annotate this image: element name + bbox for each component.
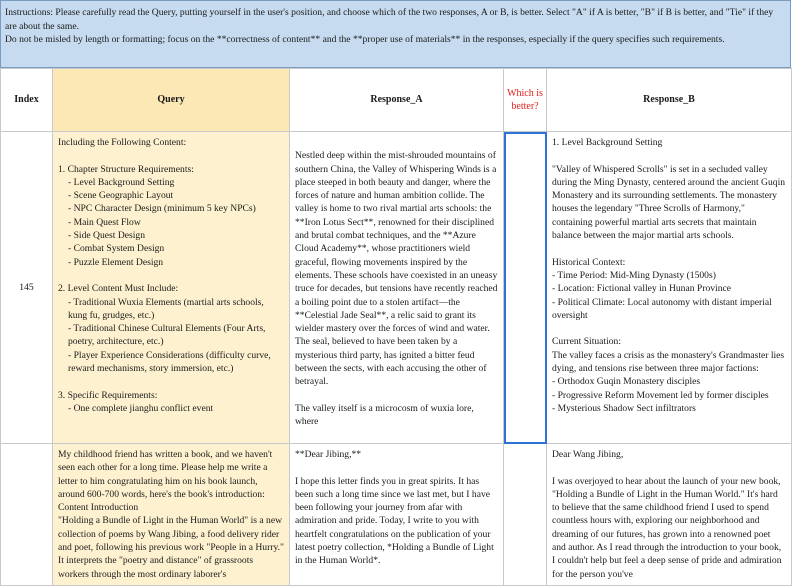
text-line: - Player Experience Considerations (difficulty curve, reward mechanisms, story immersion, etc.) [68,349,271,375]
text-line: 2. Level Content Must Include: [58,283,179,295]
text-line: - Traditional Chinese Cultural Elements (Four Arts, poetry, architecture, etc.) [68,323,266,348]
instructions-panel [0,0,791,68]
response-b-text [547,132,791,419]
header-which-is-better: Which is better? [504,69,547,132]
header-row [1,69,792,132]
text-line: Current Situation: [552,336,622,348]
text-line: - Time Period: Mid-Ming Dynasty (1500s) [552,269,716,281]
text-line: - Political Climate: Local autonomy with distant imperial oversight [552,296,772,321]
text-line: Nestled deep within the mist-shrouded mountains of southern China, the Valley of Whispering Winds is a place steeped in both beauty and danger, where the forces of nature and human ambition collide. The valley is home to two rival martial arts schools: the **Iron Lotus Sect**, renowned for their disciplined and brutal combat techniques, and the **Azure Cloud Academy**, whose practitioners wield graceful, flowing movements inspired by the elements. These schools have coexisted in an uneasy truce for decades, but tensions have recently reached a boiling point due to a stolen artifact—the **Celestial Jade Seal**, a relic said to grant its wielder mastery over the forces of wind and water. The seal, believed to have been taken by a mysterious third party, has ignited a bitter feud between the sects, with each accusing the other of betrayal. [295,150,498,388]
text-line: My childhood friend has written a book, and we haven't seen each other for a long time. Please help me write a letter to him congratulating him on his book launch, around 600-700 words, here's the book's introduction: [58,449,273,500]
response-b-cell[interactable] [547,444,792,586]
text-line: - Mysterious Shadow Sect infiltrators [552,402,696,414]
text-line: - Progressive Reform Movement led by former disciples [552,389,769,401]
response-a-text [290,132,503,433]
text-line: 1. Level Background Setting [552,137,663,148]
text-line: 1. Chapter Structure Requirements: [58,163,194,175]
table-row [1,444,792,586]
text-line [58,375,284,388]
text-line [552,461,786,474]
text-line: The valley itself is a microcosm of wuxia lore, where [295,402,474,428]
text-line: - Side Quest Design [68,230,146,242]
text-line [295,136,498,149]
text-line: Including the Following Content: [58,137,187,148]
instructions-line-2: Do not be misled by length or formatting; focus on the **correctness of content** and the **proper use of materials** in the responses, especially if the query specifies such requirements. [5,34,725,45]
response-a-cell[interactable] [290,132,504,444]
text-line: - Main Quest Flow [68,216,141,228]
response-a-cell[interactable] [290,444,504,586]
response-a-text [290,444,503,572]
text-line: - Orthodox Guqin Monastery disciples [552,376,701,388]
row-index [1,444,53,586]
text-line: - Scene Geographic Layout [68,190,174,202]
text-line: I hope this letter finds you in great spirits. It has been such a long time since we last met, but I have been following your journey from afar with admiration and pride. Today, I write to you with heartfelt congratulations on the publication of your latest poetry collection, *Holding a Bundle of Light in the Human World*. [295,475,494,567]
header-response-a: Response_A [290,69,504,132]
which-is-better-cell[interactable] [504,444,547,586]
text-line: Dear Wang Jibing, [552,449,624,460]
query-text [53,444,289,585]
query-cell[interactable] [53,444,290,586]
response-b-text [547,444,791,585]
which-is-better-cell[interactable] [504,132,547,444]
text-line: - Traditional Wuxia Elements (martial arts schools, kung fu, grudges, etc.) [68,296,264,321]
text-line: - Combat System Design [68,243,165,255]
query-text [53,132,289,419]
text-line [295,461,498,474]
text-line [58,269,284,282]
text-line: "Valley of Whispered Scrolls" is set in a secluded valley during the Ming Dynasty, centered around the ancient Guqin Monastery and its surrounding settlements. The monastery houses the legendary "Three Scrolls of Harmony," containing powerful martial arts secrets that maintain balance between the major martial arts schools. [552,163,786,242]
instructions-line-1: Instructions: Please carefully read the Query, putting yourself in the user's position, and choose which of the two responses, A or B, is better. Select "A" if A is better, "B" if B is better, and "Tie" if they are about the same. [5,7,774,32]
text-line: - NPC Character Design (minimum 5 key NPCs) [68,203,256,215]
text-line: The valley faces a crisis as the monastery's Grandmaster lies dying, and tensions rise between three major factions: [552,349,785,375]
response-b-cell[interactable] [547,132,792,444]
text-line [552,242,786,255]
text-line: 3. Specific Requirements: [58,389,158,401]
header-query: Query [53,69,290,132]
text-line: Historical Context: [552,256,626,268]
row-index: 145 [1,132,53,444]
text-line [295,389,498,402]
text-line: - Level Background Setting [68,176,175,188]
comparison-table [0,68,791,580]
header-response-b: Response_B [547,69,792,132]
text-line: "Holding a Bundle of Light in the Human World" is a new collection of poems by Wang Jibing, a food delivery rider and poet, following his previous work "People in a Hurry." It interprets the "poetry and distance" of grassroots workers through the most ordinary laborer's [58,515,284,580]
text-line: - Puzzle Element Design [68,256,164,268]
text-line [552,149,786,162]
text-line: - Location: Fictional valley in Hunan Province [552,283,732,295]
header-index: Index [1,69,53,132]
text-line: **Dear Jibing,** [295,449,362,460]
text-line: I was overjoyed to hear about the launch of your new book, "Holding a Bundle of Light in the Human World." It's hard to believe that the same childhood friend I used to spend countless hours with, exploring our neighborhood and dreaming of our futures, has grown into a renowned poet and author. As I read through the introduction to your book, I couldn't help but feel a deep sense of pride and admiration for the person you've [552,475,782,580]
query-cell[interactable] [53,132,290,444]
text-line [552,322,786,335]
table-row [1,132,792,444]
text-line: - One complete jianghu conflict event [68,402,214,414]
text-line: Content Introduction [58,502,139,514]
text-line [58,149,284,162]
